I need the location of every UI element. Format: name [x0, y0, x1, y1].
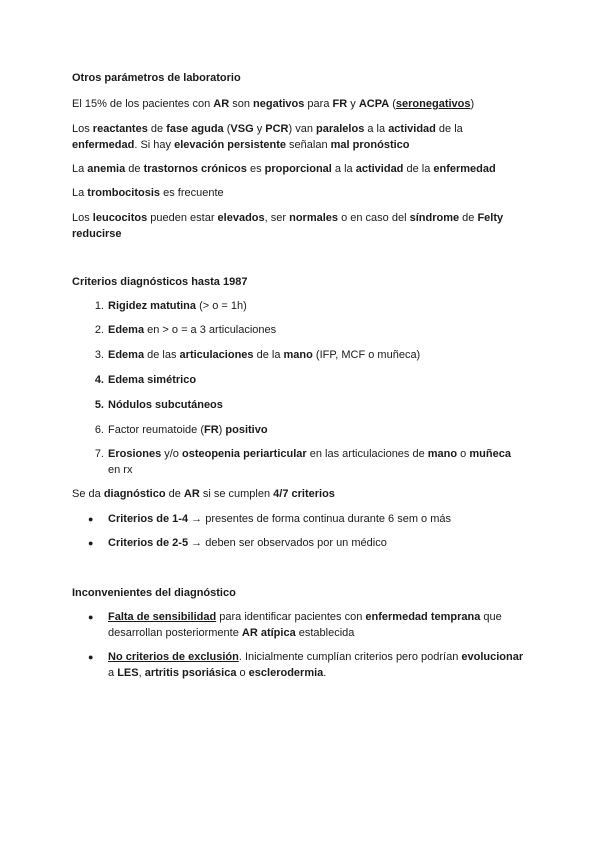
bullet-icon: ●	[88, 514, 94, 524]
bullet-icon: ●	[88, 612, 94, 622]
section-heading-drawbacks: Inconvenientes del diagnóstico	[72, 587, 236, 599]
list-item-criterion-4: 4. Edema simétrico	[94, 374, 197, 386]
paragraph-seronegative: El 15% de los pacientes con AR son negativos para FR y ACPA (seronegativos)	[72, 98, 475, 110]
paragraph-leukocytes: Los leucocitos pueden estar elevados, ser normales o en caso del síndrome de Felty reducirse	[72, 212, 504, 240]
list-item-criterion-7: 7. Erosiones y/o osteopenia periarticular en las articulaciones de mano o muñeca en rx	[94, 448, 511, 476]
section-heading-criteria: Criterios diagnósticos hasta 1987	[72, 276, 248, 288]
bullet-item-exclusion: ● No criterios de exclusión. Inicialmente cumplían criterios pero podrían evolucionar a LES, artritis psoriásica o esclerodermia.	[88, 651, 524, 679]
bullet-icon: ●	[88, 538, 94, 548]
bullet-item-criteria-1-4: ● Criterios de 1-4 → presentes de forma continua durante 6 sem o más	[88, 513, 452, 525]
paragraph-diagnosis-rule: Se da diagnóstico de AR si se cumplen 4/7 criterios	[72, 488, 335, 500]
bullet-item-criteria-2-5: ● Criterios de 2-5 → deben ser observados por un médico	[88, 537, 387, 549]
list-item-criterion-3: 3. Edema de las articulaciones de la mano (IFP, MCF o muñeca)	[94, 349, 421, 361]
list-item-criterion-1: 1. Rigidez matutina (> o = 1h)	[94, 300, 247, 312]
paragraph-acute-phase: Los reactantes de fase aguda (VSG y PCR) van paralelos a la actividad de la enfermedad. Si hay elevación persistente señalan mal pronóstico	[72, 123, 463, 151]
list-item-criterion-2: 2. Edema en > o = a 3 articulaciones	[94, 324, 277, 336]
list-item-criterion-6: 6. Factor reumatoide (FR) positivo	[94, 424, 268, 436]
list-item-criterion-5: 5. Nódulos subcutáneos	[94, 399, 223, 411]
bullet-item-sensitivity: ● Falta de sensibilidad para identificar pacientes con enfermedad temprana que desarrollan posteriormente AR atípica establecida	[88, 611, 502, 639]
paragraph-anemia: La anemia de trastornos crónicos es proporcional a la actividad de la enfermedad	[72, 163, 496, 175]
bullet-icon: ●	[88, 652, 94, 662]
paragraph-thrombocytosis: La trombocitosis es frecuente	[72, 187, 224, 199]
section-heading-laboratory: Otros parámetros de laboratorio	[72, 72, 241, 84]
